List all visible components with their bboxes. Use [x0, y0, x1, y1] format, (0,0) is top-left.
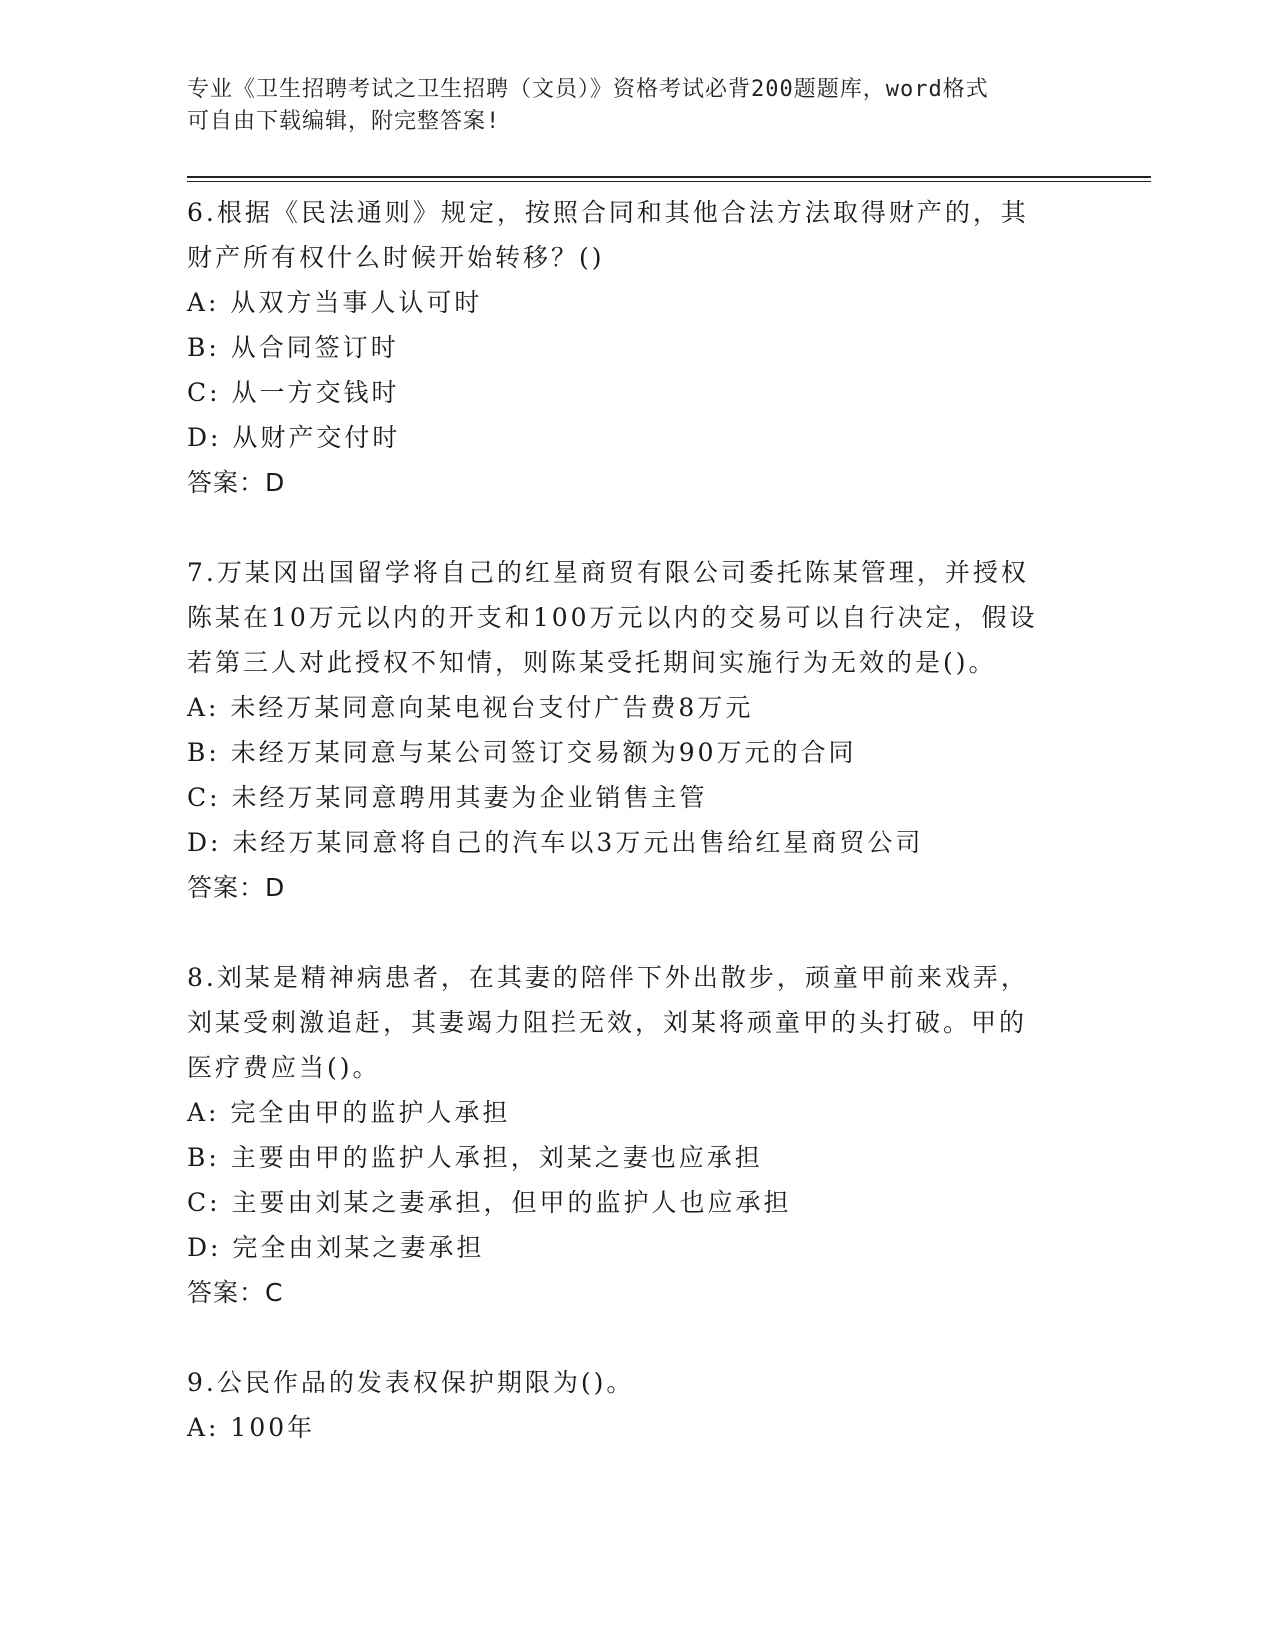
document-header [187, 74, 1087, 138]
question-8 [187, 955, 1087, 1315]
question-6 [187, 190, 1087, 505]
option-a: A: 未经万某同意向某电视台支付广告费8万元 [187, 693, 754, 722]
question-7 [187, 550, 1087, 910]
question-list [187, 190, 1087, 1450]
option-d: D: 完全由刘某之妻承担 [187, 1233, 485, 1262]
question-text-line: 若第三人对此授权不知情，则陈某受托期间实施行为无效的是()。 [187, 648, 997, 677]
option-d: D: 从财产交付时 [187, 423, 401, 452]
question-text-line: 财产所有权什么时候开始转移？() [187, 243, 605, 272]
header-rule-thick [187, 176, 1151, 178]
header-rule-thin [187, 181, 1151, 182]
header-line-1: 专业《卫生招聘考试之卫生招聘（文员）》资格考试必背200题题库，word格式 [187, 77, 989, 102]
question-text-line: 6.根据《民法通则》规定，按照合同和其他合法方法取得财产的，其 [187, 198, 1029, 227]
header-line-2: 可自由下载编辑，附完整答案! [187, 109, 501, 134]
option-c: C: 未经万某同意聘用其妻为企业销售主管 [187, 783, 708, 812]
option-c: C: 从一方交钱时 [187, 378, 400, 407]
option-a: A: 从双方当事人认可时 [187, 288, 483, 317]
answer: 答案：C [187, 1278, 284, 1307]
option-d: D: 未经万某同意将自己的汽车以3万元出售给红星商贸公司 [187, 828, 924, 857]
question-text-line: 刘某受刺激追赶，其妻竭力阻拦无效，刘某将顽童甲的头打破。甲的 [187, 1008, 1028, 1037]
option-b: B: 从合同签订时 [187, 333, 399, 362]
answer: 答案：D [187, 873, 286, 902]
question-text-line: 8.刘某是精神病患者，在其妻的陪伴下外出散步，顽童甲前来戏弄， [187, 963, 1029, 992]
question-text-line: 9.公民作品的发表权保护期限为()。 [187, 1368, 635, 1397]
question-9 [187, 1360, 1087, 1450]
answer: 答案：D [187, 468, 286, 497]
question-text-line: 7.万某冈出国留学将自己的红星商贸有限公司委托陈某管理，并授权 [187, 558, 1029, 587]
option-a: A: 100年 [187, 1413, 316, 1442]
question-text-line: 医疗费应当()。 [187, 1053, 381, 1082]
option-a: A: 完全由甲的监护人承担 [187, 1098, 511, 1127]
option-c: C: 主要由刘某之妻承担，但甲的监护人也应承担 [187, 1188, 792, 1217]
question-text-line: 陈某在10万元以内的开支和100万元以内的交易可以自行决定，假设 [187, 603, 1038, 632]
option-b: B: 主要由甲的监护人承担，刘某之妻也应承担 [187, 1143, 763, 1172]
option-b: B: 未经万某同意与某公司签订交易额为90万元的合同 [187, 738, 857, 767]
